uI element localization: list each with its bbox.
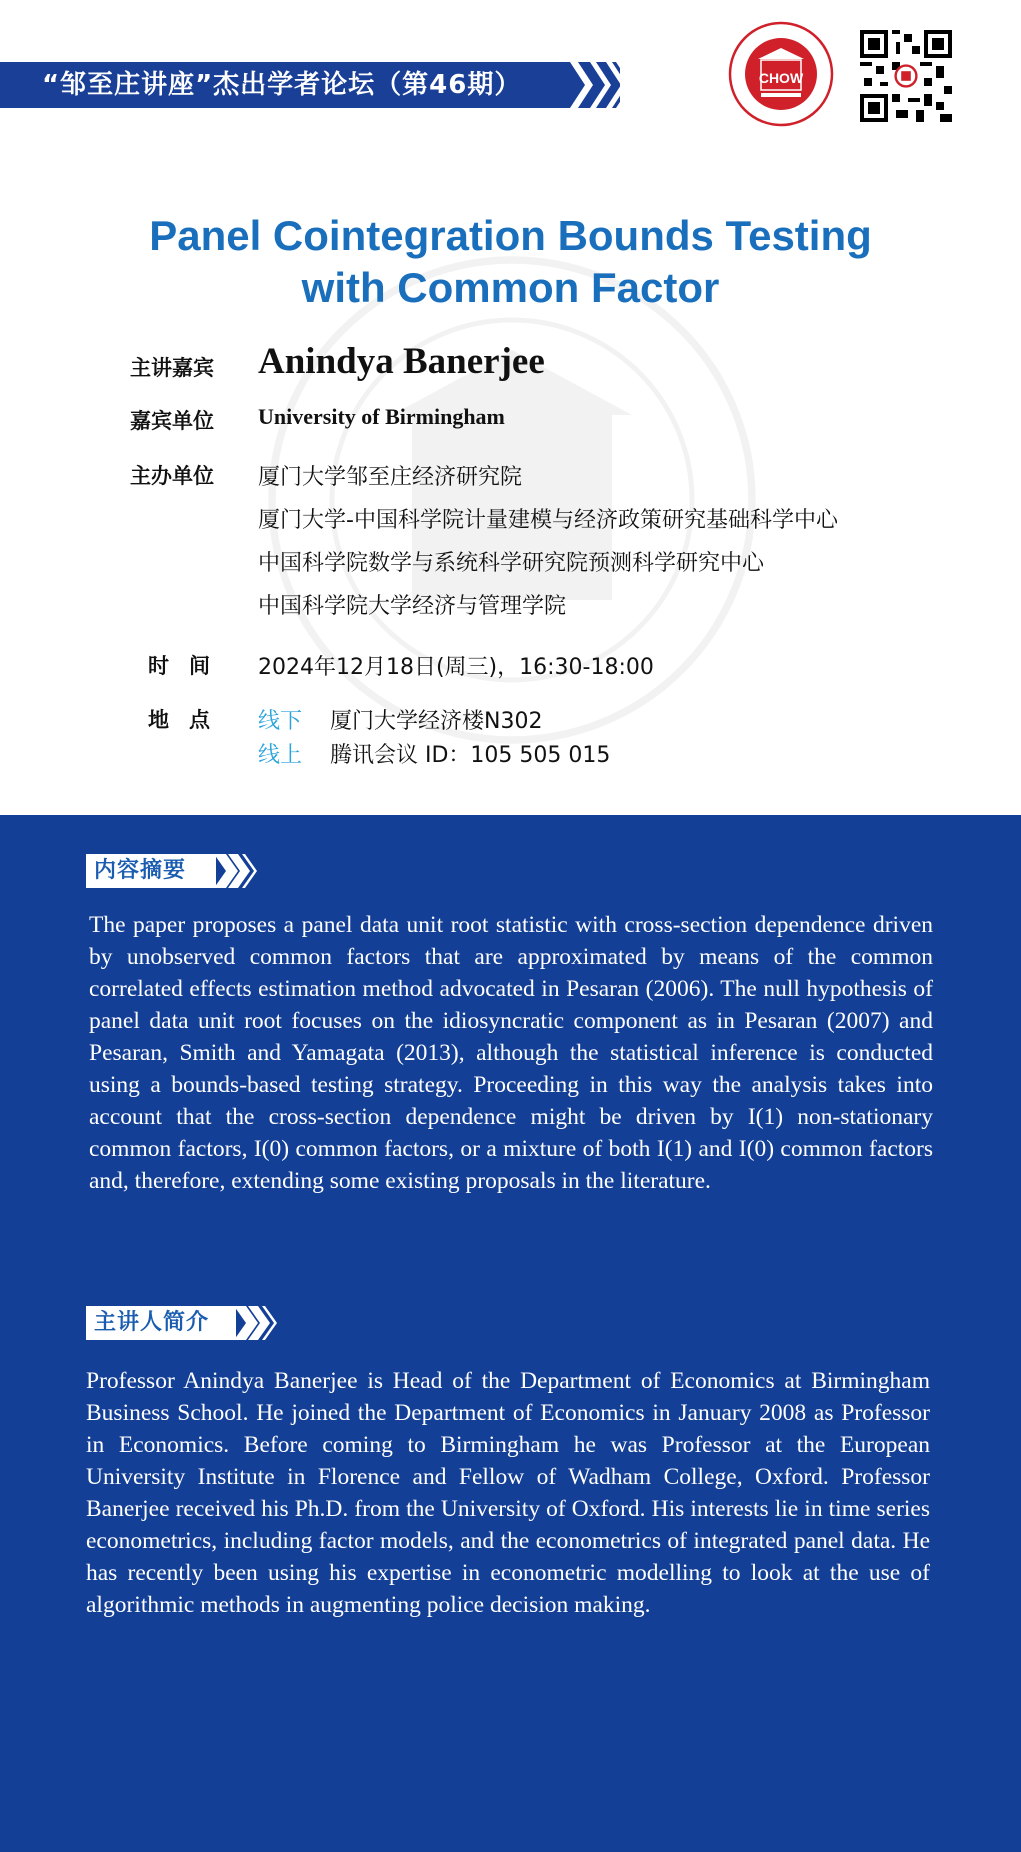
speaker-name: Anindya Banerjee — [258, 341, 545, 382]
organizer-item: 厦门大学邹至庄经济研究院 — [258, 465, 523, 490]
time-label: 时间 — [148, 654, 230, 678]
abstract-heading-label: 内容摘要 — [86, 854, 216, 888]
chow-institute-logo-icon — [728, 21, 834, 127]
chevrons-icon — [214, 854, 274, 888]
chevrons-icon — [234, 1306, 294, 1340]
organizers-label: 主办单位 — [130, 464, 214, 488]
organizer-item: 厦门大学-中国科学院计量建模与经济政策研究基础科学中心 — [258, 508, 838, 533]
speaker-label: 主讲嘉宾 — [130, 356, 214, 380]
talk-title-line-1: Panel Cointegration Bounds Testing — [149, 212, 872, 259]
bio-heading-label: 主讲人简介 — [86, 1306, 236, 1340]
offline-label: 线下 — [258, 709, 303, 734]
organizer-item: 中国科学院数学与系统科学研究院预测科学研究中心 — [258, 551, 765, 576]
online-meeting-id: 腾讯会议 ID：105 505 015 — [330, 743, 611, 768]
organizer-item: 中国科学院大学经济与管理学院 — [258, 594, 567, 619]
location-label: 地点 — [148, 708, 230, 732]
affiliation-label: 嘉宾单位 — [130, 409, 214, 433]
event-series-banner — [0, 62, 620, 108]
content-section — [0, 815, 1021, 1852]
svg-text:CHOW: CHOW — [758, 70, 804, 86]
online-label: 线上 — [258, 743, 303, 768]
abstract-text: The paper proposes a panel data unit root statistic with cross-section dependence driven by unobserved common factors that are approximated by means of the common correlated effects estimation method advocated in Pesaran (2006). The null hypothesis of panel data unit root focuses on the idiosyncratic component as in Pesaran (2007) and Pesaran, Smith and Yamagata (2013), although the statistical inference is conducted using a bounds-based testing strategy. Proceeding in this way the analysis takes into account that the cross-section dependence might be driven by I(1) non-stationary common factors, I(0) common factors, or a mixture of both I(1) and I(0) common factors and, therefore, extending some existing proposals in the literature. — [89, 912, 933, 1194]
offline-venue: 厦门大学经济楼N302 — [330, 709, 543, 734]
talk-title — [0, 210, 1021, 314]
bio-text: Professor Anindya Banerjee is Head of the Department of Economics at Birmingham Business School. He joined the Department of Economics in January 2008 as Professor in Economics. Before coming to Birmingham he was Professor at the European University Institute in Florence and Fellow of Wadham College, Oxford. Professor Banerjee received his Ph.D. from the University of Oxford. His interests lie in time series econometrics, including factor models, and the econometrics of integrated panel data. He has recently been using his expertise in econometric modelling to look at the use of algorithmic methods in augmenting police decision making. — [86, 1368, 930, 1618]
affiliation-value: University of Birmingham — [258, 404, 505, 429]
header-area — [0, 0, 1021, 815]
time-value: 2024年12月18日(周三)，16:30-18:00 — [258, 655, 654, 680]
banner-title: “邹至庄讲座”杰出学者论坛（第46期） — [42, 70, 522, 100]
qr-code-icon[interactable] — [860, 30, 952, 122]
talk-title-line-2: with Common Factor — [301, 264, 720, 311]
